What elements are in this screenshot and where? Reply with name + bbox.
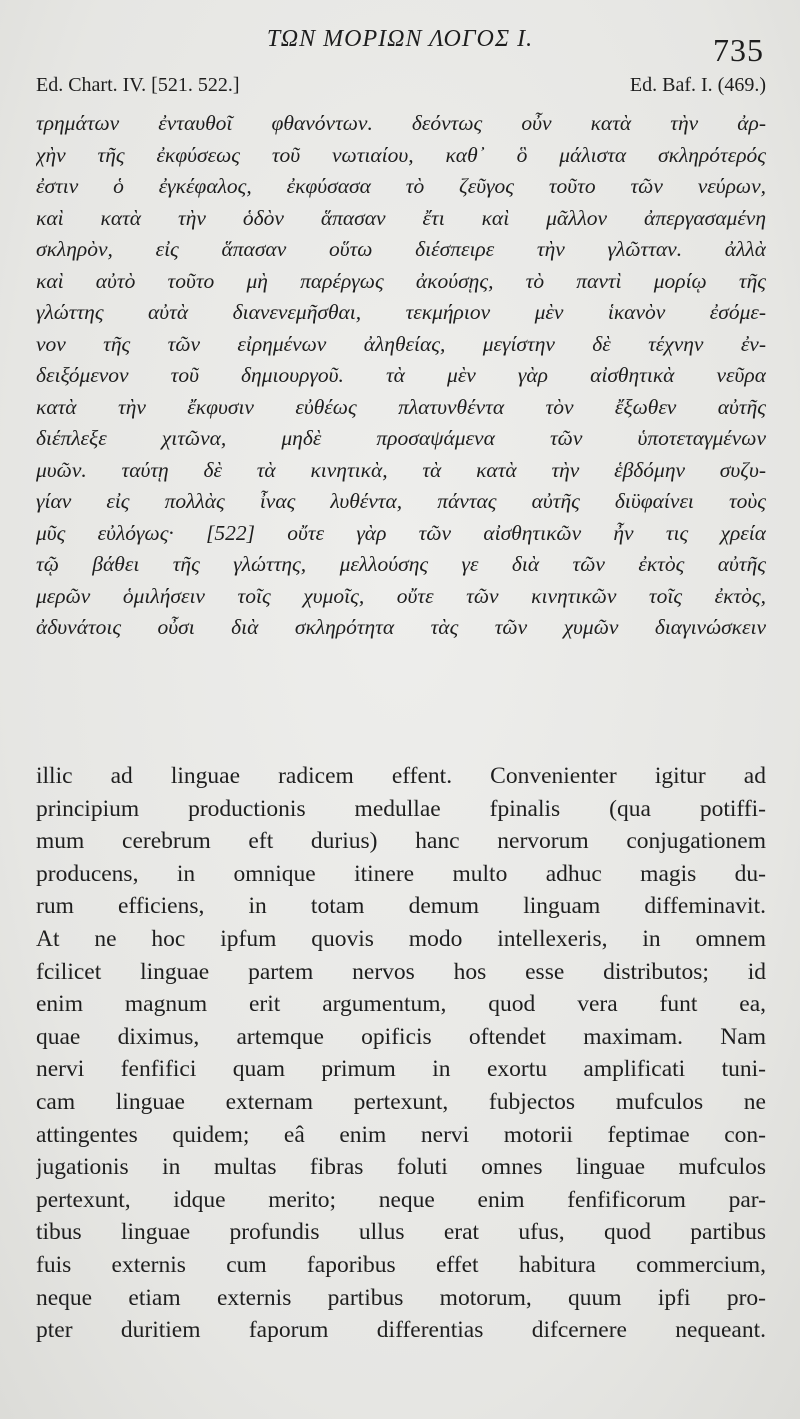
latin-text-line: At ne hoc ipfum quovis modo intellexeris, in omnem <box>36 925 766 952</box>
latin-text-block <box>36 760 766 1347</box>
latin-text-line: fuis externis cum faporibus effet habitura commercium, <box>36 1251 766 1278</box>
latin-text-line: principium productionis medullae fpinalis (qua potiffi- <box>36 795 766 822</box>
latin-text-line: neque etiam externis partibus motorum, quum ipfi pro- <box>36 1284 766 1311</box>
latin-text-line: cam linguae externam pertexunt, fubjectos mufculos ne <box>36 1088 766 1115</box>
edition-reference-right: Ed. Baf. I. (469.) <box>629 74 766 96</box>
greek-text-line: σκληρὸν, εἰς ἅπασαν οὕτω διέσπειρε τὴν γλῶτταν. ἀλλὰ <box>36 237 766 261</box>
page-number: 735 <box>713 32 764 68</box>
latin-text-line: fcilicet linguae partem nervos hos esse distributos; id <box>36 958 766 985</box>
greek-text-line: γλώττης αὐτὰ διανενεμῆσθαι, τεκμήριον μὲν ἱκανὸν ἐσόμε- <box>36 300 766 324</box>
edition-reference-left: Ed. Chart. IV. [521. 522.] <box>36 74 240 96</box>
greek-text-line: διέπλεξε χιτῶνα, μηδὲ προσαψάμενα τῶν ὑποτεταγμένων <box>36 426 766 450</box>
greek-text-line: ἐστιν ὁ ἐγκέφαλος, ἐκφύσασα τὸ ζεῦγος τοῦτο τῶν νεύρων, <box>36 174 766 198</box>
greek-text-line: δειξόμενον τοῦ δημιουργοῦ. τὰ μὲν γὰρ αἰσθητικὰ νεῦρα <box>36 363 766 387</box>
greek-text-line: γίαν εἰς πολλὰς ἶνας λυθέντα, πάντας αὐτῆς διϋφαίνει τοὺς <box>36 489 766 513</box>
latin-text-line: jugationis in multas fibras foluti omnes linguae mufculos <box>36 1154 766 1181</box>
latin-text-line: rum efficiens, in totam demum linguam diffeminavit. <box>36 893 766 920</box>
greek-text-line: καὶ αὐτὸ τοῦτο μὴ παρέργως ἀκούσῃς, τὸ παντὶ μορίῳ τῆς <box>36 268 766 293</box>
greek-text-line: μυῶν. ταύτῃ δὲ τὰ κινητικὰ, τὰ κατὰ τὴν ἑβδόμην συζυ- <box>36 457 766 482</box>
greek-text-line: ἀδυνάτοις οὖσι διὰ σκληρότητα τὰς τῶν χυμῶν διαγινώσκειν <box>36 615 766 639</box>
greek-text-line: καὶ κατὰ τὴν ὁδὸν ἅπασαν ἔτι καὶ μᾶλλον ἀπεργασαμένη <box>36 205 766 230</box>
latin-text-line: producens, in omnique itinere multo adhuc magis du- <box>36 860 766 887</box>
latin-text-line: tibus linguae profundis ullus erat ufus, quod partibus <box>36 1219 766 1246</box>
greek-text-line: μῦς εὐλόγως· [522] οὔτε γὰρ τῶν αἰσθητικῶν ἦν τις χρεία <box>36 520 766 545</box>
greek-text-line: μερῶν ὁμιλήσειν τοῖς χυμοῖς, οὔτε τῶν κινητικῶν τοῖς ἐκτὸς, <box>36 583 766 608</box>
edition-reference-line <box>36 74 766 97</box>
greek-text-line: κατὰ τὴν ἔκφυσιν εὐθέως πλατυνθέντα τὸν ἔξωθεν αὐτῆς <box>36 394 766 419</box>
latin-text-line: illic ad linguae radicem effent. Convenienter igitur ad <box>36 763 766 789</box>
latin-text-line: attingentes quidem; eâ enim nervi motorii feptimae con- <box>36 1121 766 1148</box>
latin-text-line: nervi fenfifici quam primum in exortu amplificati tuni- <box>36 1056 766 1083</box>
greek-text-line: χὴν τῆς ἐκφύσεως τοῦ νωτιαίου, καθ᾽ ὃ μάλιστα σκληρότερός <box>36 142 766 167</box>
greek-text-line: νον τῆς τῶν εἰρημένων ἀληθείας, μεγίστην δὲ τέχνην ἐν- <box>36 331 766 356</box>
latin-text-line: mum cerebrum eft durius) hanc nervorum conjugationem <box>36 828 766 855</box>
running-head: ΤΩΝ ΜΟΡΙΩΝ ΛΟΓΟΣ Ι. <box>266 26 534 52</box>
latin-text-line: pter duritiem faporum differentias difcernere nequeant. <box>36 1317 766 1344</box>
latin-text-line: enim magnum erit argumentum, quod vera funt ea, <box>36 991 766 1018</box>
greek-text-line: τρημάτων ἐνταυθοῖ φθανόντων. δεόντως οὖν κατὰ τὴν ἀρ- <box>36 111 766 135</box>
latin-text-line: pertexunt, idque merito; neque enim fenfificorum par- <box>36 1186 766 1213</box>
greek-text-block <box>36 108 766 644</box>
latin-text-line: quae diximus, artemque opificis oftendet maximam. Nam <box>36 1023 766 1050</box>
greek-text-line: τῷ βάθει τῆς γλώττης, μελλούσης γε διὰ τῶν ἐκτὸς αὐτῆς <box>36 552 766 576</box>
